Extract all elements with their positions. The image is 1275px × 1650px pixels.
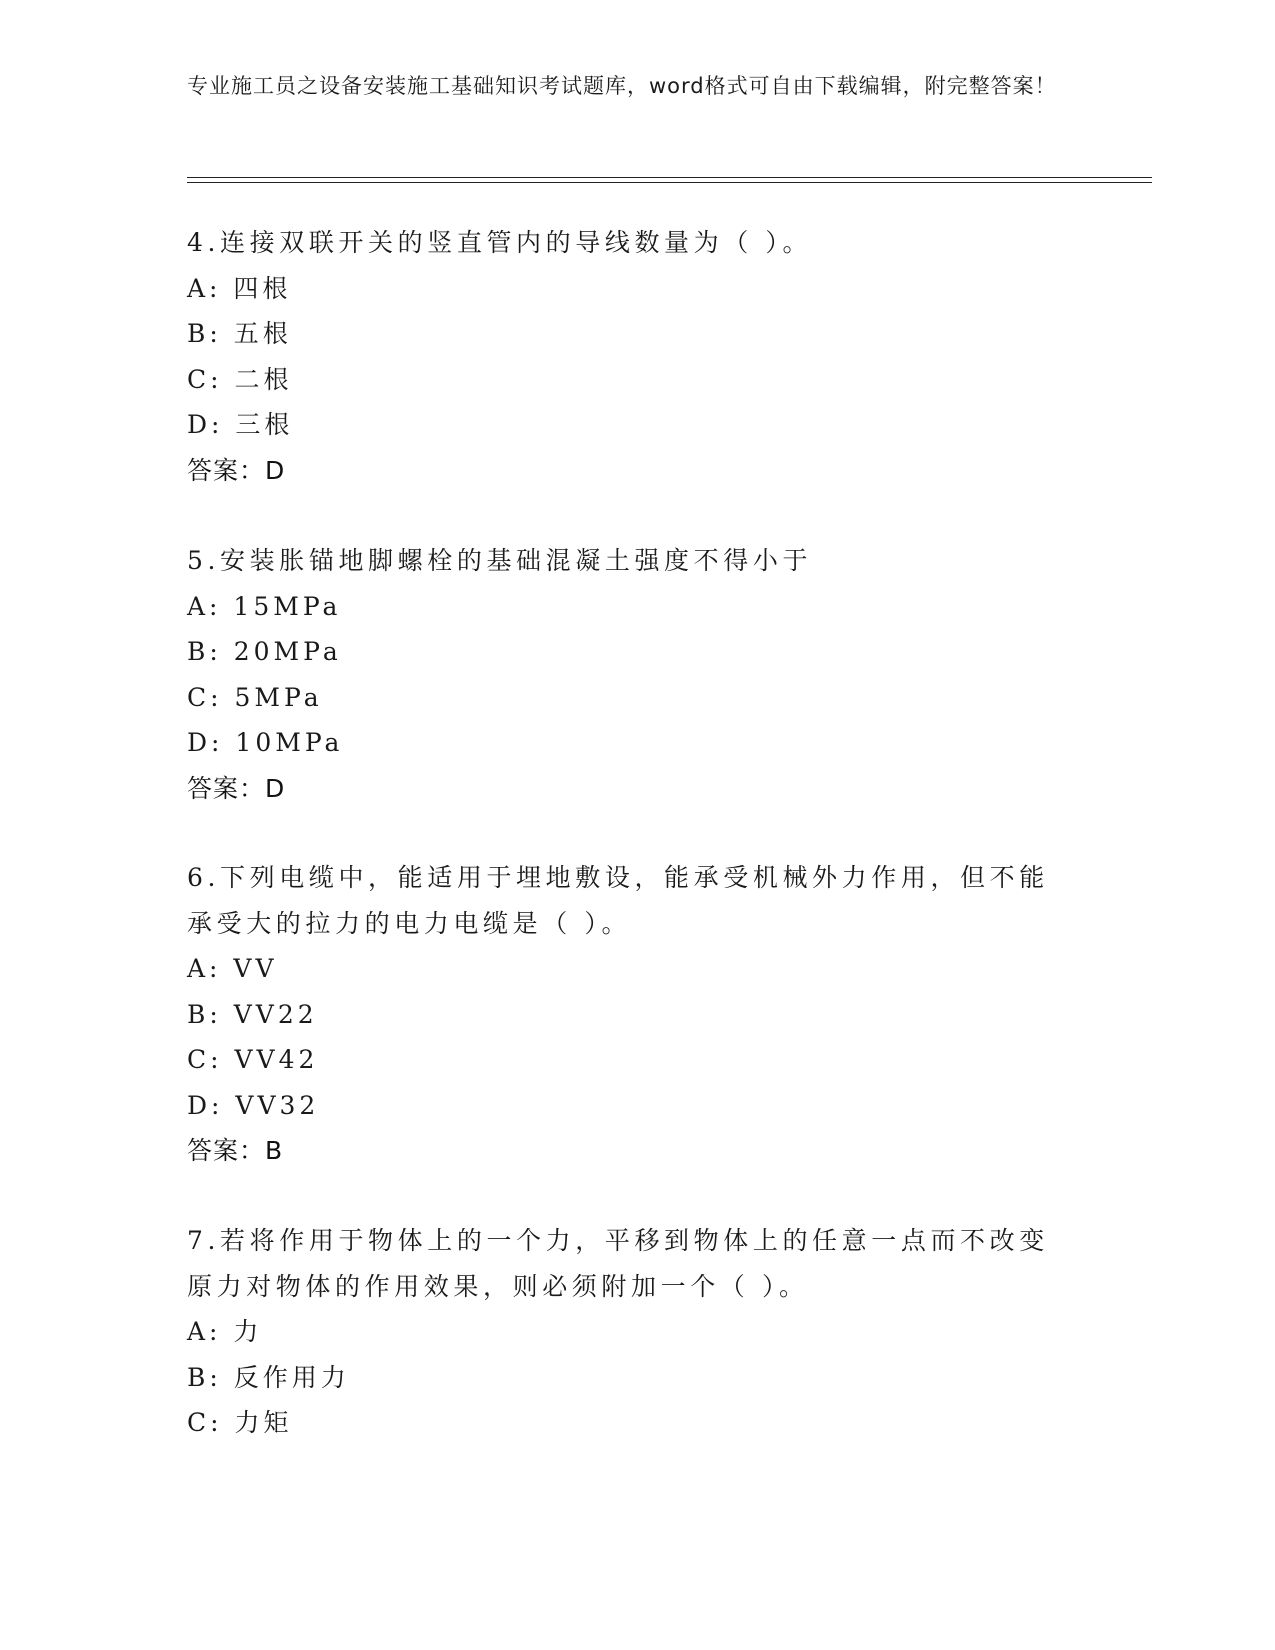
- question-stem: 6.下列电缆中，能适用于埋地敷设，能承受机械外力作用，但不能承受大的拉力的电力电缆是（ ）。: [187, 863, 1049, 938]
- question-5: [187, 538, 1067, 811]
- option-a: A: 力: [187, 1317, 263, 1346]
- option-a: A: 四根: [187, 273, 292, 303]
- question-6: [187, 855, 1067, 1174]
- option-c: C: VV42: [187, 1045, 319, 1074]
- question-4: [187, 220, 1067, 493]
- header-divider-bottom: [187, 182, 1152, 183]
- header-divider-top: [187, 177, 1152, 178]
- option-d: D: 三根: [187, 410, 294, 439]
- option-b: B: 20MPa: [187, 637, 342, 666]
- answer-line: 答案：D: [187, 773, 286, 803]
- question-stem: 5.安装胀锚地脚螺栓的基础混凝土强度不得小于: [187, 546, 813, 575]
- option-d: D: VV32: [187, 1090, 320, 1120]
- answer-line: 答案：D: [187, 455, 286, 485]
- question-stem: 7.若将作用于物体上的一个力，平移到物体上的任意一点而不改变原力对物体的作用效果，则必须附加一个（ ）。: [187, 1226, 1049, 1301]
- option-c: C: 二根: [187, 364, 293, 394]
- question-7: [187, 1218, 1067, 1446]
- option-a: A: 15MPa: [187, 591, 342, 621]
- option-b: B: VV22: [187, 999, 318, 1029]
- option-d: D: 10MPa: [187, 728, 344, 757]
- option-a: A: VV: [187, 954, 278, 983]
- option-c: C: 力矩: [187, 1408, 293, 1437]
- question-stem: 4.连接双联开关的竖直管内的导线数量为（ ）。: [187, 228, 813, 257]
- option-b: B: 反作用力: [187, 1362, 350, 1392]
- option-c: C: 5MPa: [187, 682, 323, 712]
- option-b: B: 五根: [187, 319, 292, 348]
- answer-line: 答案：B: [187, 1136, 284, 1165]
- page-header: 专业施工员之设备安装施工基础知识考试题库，word格式可自由下载编辑，附完整答案！: [187, 74, 1057, 98]
